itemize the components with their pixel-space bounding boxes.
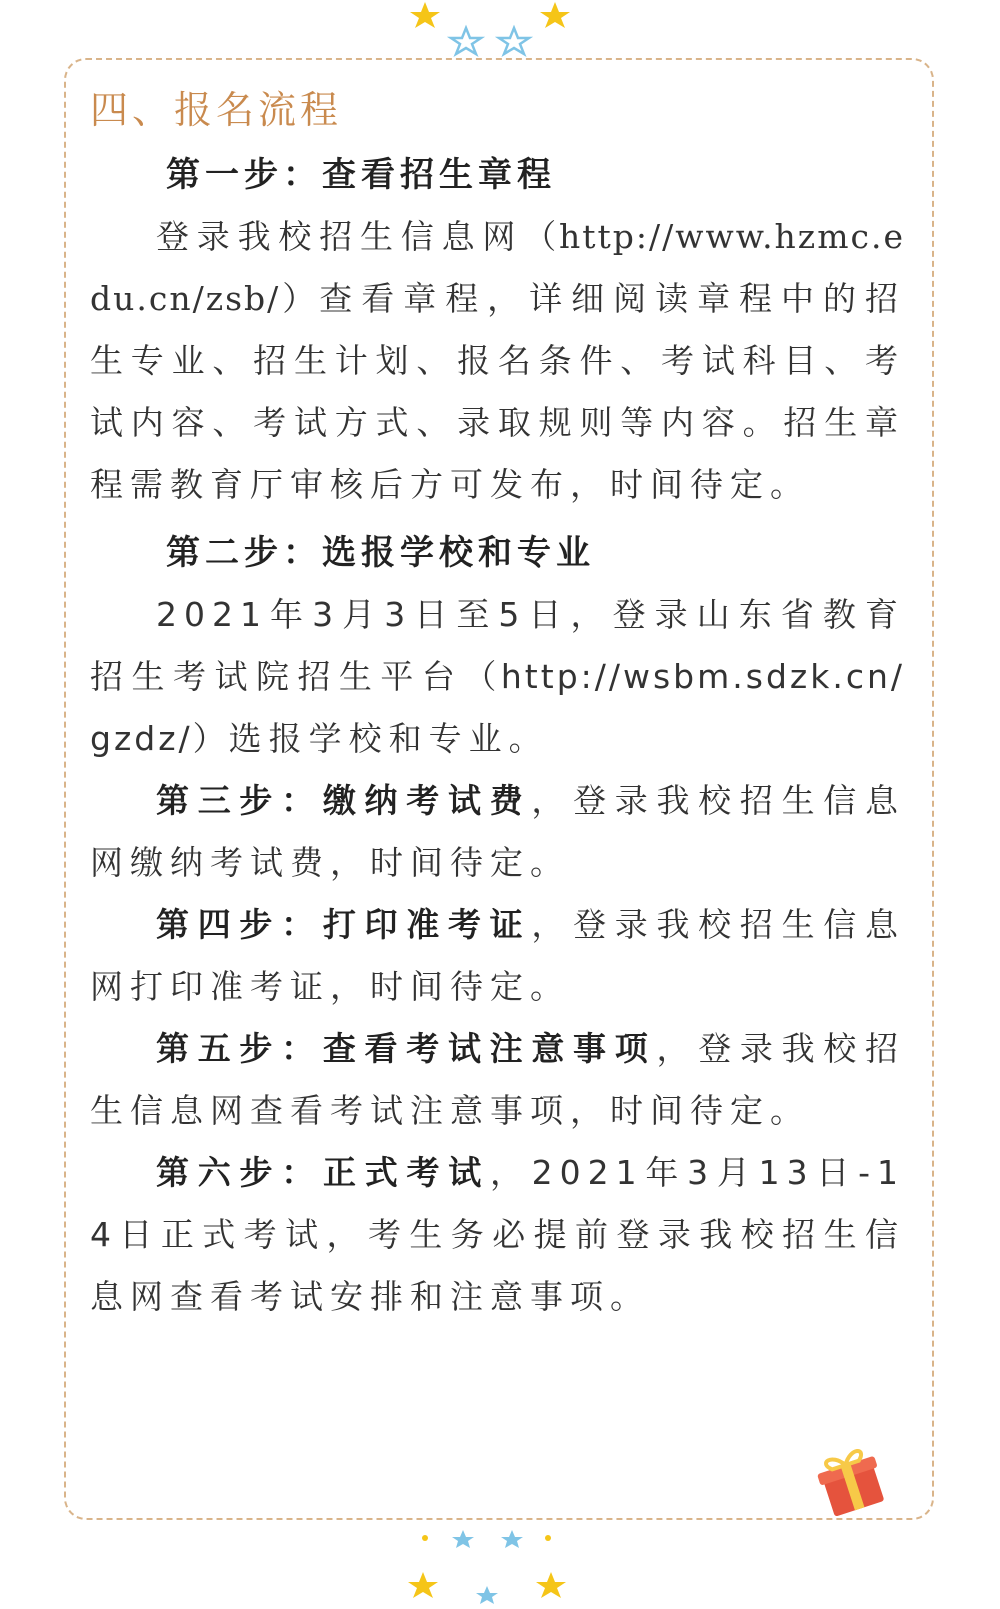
step-2-body [90, 584, 905, 770]
bottom-star-decoration [0, 1530, 1000, 1609]
step-2-url: （http://wsbm.sdzk.cn/gzdz/） [90, 657, 905, 758]
gift-box-icon [812, 1440, 892, 1520]
step-6-body: ，2021年3月13日-14日正式考试，考生务必提前登录我校招生信息网查看考试安排和注意事项。 [90, 1153, 906, 1316]
dot-icon [422, 1535, 551, 1541]
step-2-text-pre: 2021年3月3日至5日，登录山东省教育招生考试院招生平台 [90, 595, 905, 696]
step-2-title: 第二步：选报学校和专业 [166, 533, 595, 573]
step-3 [90, 770, 905, 894]
gold-star-icon [410, 2, 440, 28]
blue-star-icon [476, 1586, 498, 1604]
step-5 [90, 1018, 905, 1142]
step-3-body: ，登录我校招生信息网缴纳考试费，时间待定。 [90, 781, 906, 882]
gold-star-icon [408, 1572, 438, 1598]
blue-star-icon [501, 1530, 523, 1548]
step-1-body [90, 206, 905, 516]
blue-star-icon [452, 1530, 474, 1548]
step-5-body: ，登录我校招生信息网查看考试注意事项，时间待定。 [90, 1029, 906, 1130]
step-4 [90, 894, 905, 1018]
gold-star-icon [536, 1572, 566, 1598]
step-6-title: 第六步：正式考试 [156, 1153, 490, 1192]
step-2-text-post: 选报学校和专业。 [228, 719, 549, 758]
step-1-url: （http://www.hzmc.edu.cn/zsb/） [90, 217, 905, 318]
step-6 [90, 1142, 905, 1328]
section-title: 四、报名流程 [90, 88, 343, 132]
registration-process [90, 80, 905, 1328]
blue-star-icon [499, 28, 529, 54]
step-3-title: 第三步：缴纳考试费 [156, 781, 532, 820]
blue-star-icon [451, 28, 481, 54]
step-4-title: 第四步：打印准考证 [156, 905, 532, 944]
step-1-title: 第一步：查看招生章程 [166, 155, 556, 195]
gold-star-icon [540, 2, 570, 28]
step-4-body: ，登录我校招生信息网打印准考证，时间待定。 [90, 905, 906, 1006]
step-5-title: 第五步：查看考试注意事项 [156, 1029, 657, 1068]
step-1-text-pre: 登录我校招生信息网 [156, 217, 524, 256]
step-1-text-post: 查看章程，详细阅读章程中的招生专业、招生计划、报名条件、考试科目、考试内容、考试方式、录取规则等内容。招生章程需教育厅审核后方可发布，时间待定。 [90, 279, 905, 504]
